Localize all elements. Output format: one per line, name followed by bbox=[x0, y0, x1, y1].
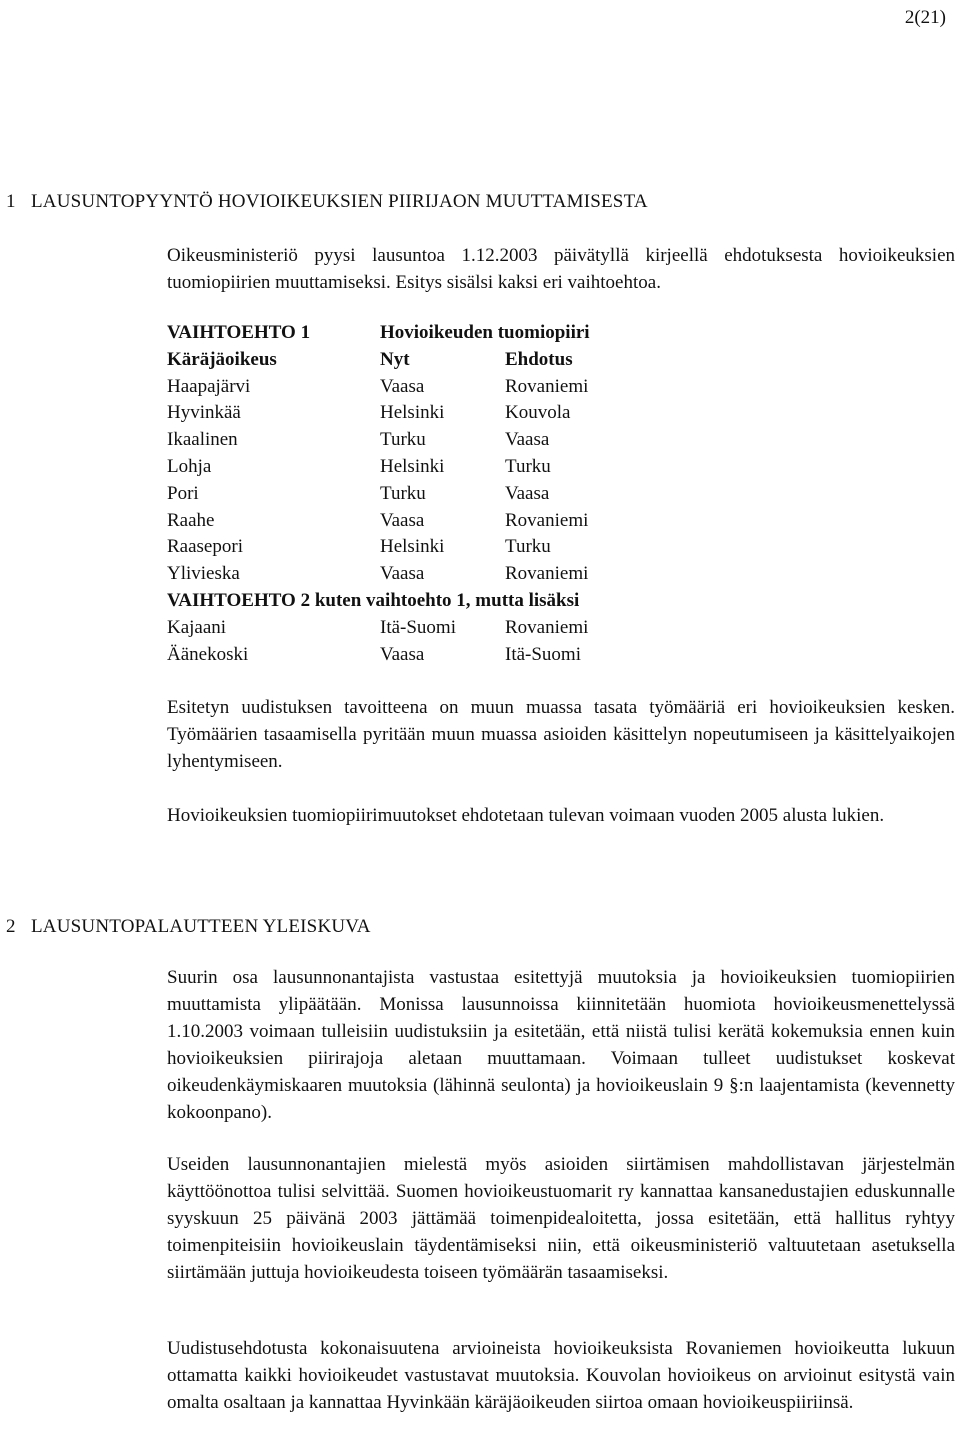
cell-proposal: Kouvola bbox=[505, 402, 571, 424]
cell-now: Turku bbox=[380, 482, 426, 504]
section-1-number: 1 bbox=[6, 191, 16, 212]
cell-court: Äänekoski bbox=[167, 643, 249, 665]
column-header-now: Nyt bbox=[380, 348, 410, 370]
table-row bbox=[167, 534, 767, 561]
table-row bbox=[167, 481, 767, 508]
section-1-paragraph-2: Hovioikeuksien tuomiopiirimuutokset ehdotetaan tulevan voimaan vuoden 2005 alusta lukien. bbox=[167, 805, 885, 826]
section-2-paragraph-3: Uudistusehdotusta kokonaisuutena arvioineista hovioikeuksista Rovaniemen hovioikeutta lukuun ottamatta kaikki hovioikeudet vastustavat muutoksia. Kouvolan hovioikeus on arvioinut esitystä vain omalta osaltaan ja kannattaa Hyvinkään käräjäoikeuden siirtoa omaan hovioikeuspiiriinsä. bbox=[167, 1338, 955, 1413]
cell-court: Pori bbox=[167, 482, 199, 504]
column-header-court: Käräjäoikeus bbox=[167, 348, 277, 370]
cell-now: Vaasa bbox=[380, 643, 425, 665]
cell-court: Lohja bbox=[167, 455, 212, 477]
table-row bbox=[167, 454, 767, 481]
section-2-paragraph-2: Useiden lausunnonantajien mielestä myös asioiden siirtämisen mahdollistavan järjestelmän käyttöönottoa tulisi selvittää. Suomen hovioikeustuomarit ry kannattaa kansanedustajien eduskunnalle syyskuun 25 päivänä 2003 jättämää toimenpidealoitetta, jossa esitetään, että hallitus ryhtyy toimenpiteisiin hovioikeuslain täydentämiseksi niin, että oikeusministeriö valtuutetaan asetuksella siirtämään juttuja hovioikeudesta toiseen työmäärän tasaamiseksi. bbox=[167, 1154, 955, 1283]
table-header-row-1 bbox=[167, 320, 767, 347]
court-district-table bbox=[167, 320, 767, 668]
cell-court: Ylivieska bbox=[167, 563, 240, 585]
section-1-intro: Oikeusministeriö pyysi lausuntoa 1.12.2003 päivätyllä kirjeellä ehdotuksesta hovioikeuksien tuomiopiirien muuttamiseksi. Esitys sisälsi kaksi eri vaihtoehtoa. bbox=[167, 245, 955, 293]
section-2-title: LAUSUNTOPALAUTTEEN YLEISKUVA bbox=[31, 916, 371, 937]
table-row bbox=[167, 508, 767, 535]
table-header-row-2 bbox=[167, 347, 767, 374]
cell-proposal: Turku bbox=[505, 455, 551, 477]
cell-proposal: Rovaniemi bbox=[505, 563, 589, 585]
option-2-label: VAIHTOEHTO 2 kuten vaihtoehto 1, mutta lisäksi bbox=[167, 589, 580, 611]
table-row bbox=[167, 400, 767, 427]
cell-now: Helsinki bbox=[380, 536, 445, 558]
cell-proposal: Vaasa bbox=[505, 429, 550, 451]
cell-now: Helsinki bbox=[380, 402, 445, 424]
cell-court: Hyvinkää bbox=[167, 402, 241, 424]
cell-court: Kajaani bbox=[167, 616, 227, 638]
option-2-row bbox=[167, 588, 767, 615]
cell-now: Itä-Suomi bbox=[380, 616, 456, 638]
section-2-heading bbox=[6, 914, 371, 940]
cell-now: Vaasa bbox=[380, 509, 425, 531]
group-header: Hovioikeuden tuomiopiiri bbox=[380, 322, 590, 343]
cell-proposal: Turku bbox=[505, 536, 551, 558]
section-1-heading bbox=[6, 189, 648, 215]
section-1-title: LAUSUNTOPYYNTÖ HOVIOIKEUKSIEN PIIRIJAON MUUTTAMISESTA bbox=[31, 191, 648, 212]
cell-court: Raasepori bbox=[167, 536, 243, 558]
page-number: 2(21) bbox=[904, 7, 946, 28]
table-row bbox=[167, 427, 767, 454]
column-header-proposal: Ehdotus bbox=[505, 348, 573, 370]
table-row bbox=[167, 561, 767, 588]
cell-now: Turku bbox=[380, 429, 426, 451]
section-1-paragraph-1: Esitetyn uudistuksen tavoitteena on muun muassa tasata työmääriä eri hovioikeuksien kesken. Työmäärien tasaamisella pyritään muun muassa asioiden käsittelyn nopeutumiseen ja käsittelyaikojen lyhentymiseen. bbox=[167, 697, 955, 772]
cell-proposal: Rovaniemi bbox=[505, 509, 589, 531]
cell-court: Raahe bbox=[167, 509, 215, 531]
cell-proposal: Rovaniemi bbox=[505, 616, 589, 638]
cell-now: Vaasa bbox=[380, 563, 425, 585]
cell-proposal: Rovaniemi bbox=[505, 375, 589, 397]
table-row bbox=[167, 374, 767, 401]
table-row bbox=[167, 642, 767, 669]
cell-now: Helsinki bbox=[380, 455, 445, 477]
table-row bbox=[167, 615, 767, 642]
section-2-number: 2 bbox=[6, 916, 16, 937]
cell-court: Haapajärvi bbox=[167, 375, 251, 397]
option-1-label: VAIHTOEHTO 1 bbox=[167, 322, 311, 343]
cell-court: Ikaalinen bbox=[167, 429, 238, 451]
section-2-paragraph-1: Suurin osa lausunnonantajista vastustaa esitettyjä muutoksia ja hovioikeuksien tuomiopiirien muuttamista ylipäätään. Monissa lausunnoissa kiinnitetään huomiota hovioikeusmenettelyssä 1.10.2003 voimaan tulleisiin uudistuksiin ja esitetään, että niistä tulisi kerätä kokemuksia ennen kuin hovioikeuksien piirirajoja aletaan muuttamaan. Voimaan tulleet uudistukset koskevat oikeudenkäymiskaaren muutoksia (lähinnä seulonta) ja hovioikeuslain 9 §:n laajentamista (kevennetty kokoonpano). bbox=[167, 967, 955, 1123]
cell-proposal: Vaasa bbox=[505, 482, 550, 504]
cell-now: Vaasa bbox=[380, 375, 425, 397]
cell-proposal: Itä-Suomi bbox=[505, 643, 581, 665]
